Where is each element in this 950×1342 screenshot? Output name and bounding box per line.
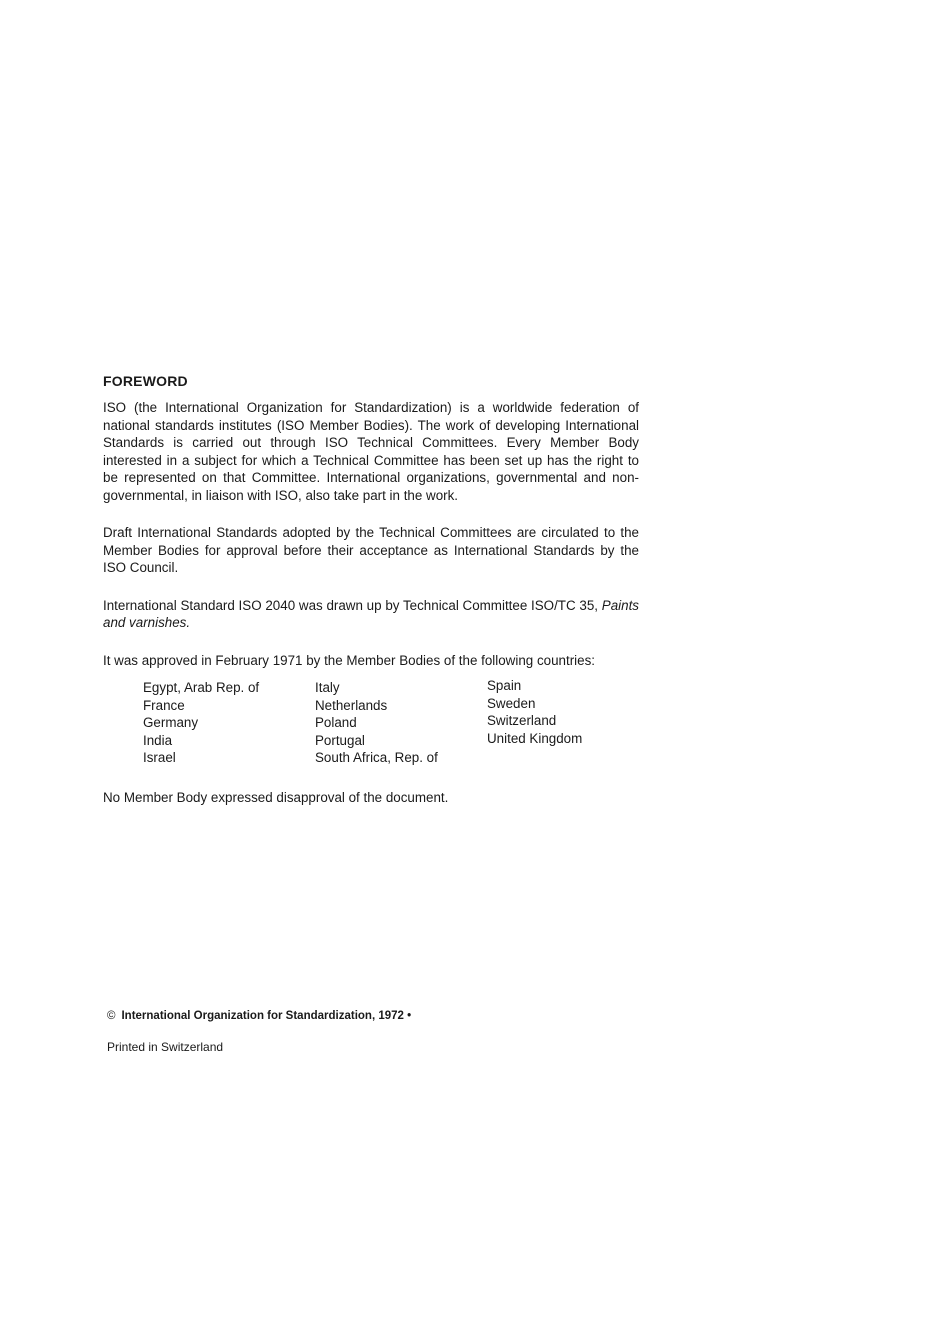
foreword-section xyxy=(103,373,639,827)
country-item: Germany xyxy=(143,715,199,731)
paragraph-draft-standards: Draft International Standards adopted by the Technical Committees are circulated to the Member Bodies for approval before their acceptance as International Standards by the ISO Council. xyxy=(103,525,639,575)
country-item: France xyxy=(143,697,185,713)
countries-list xyxy=(143,679,639,771)
foreword-heading: FOREWORD xyxy=(103,373,188,389)
country-item: Egypt, Arab Rep. of xyxy=(143,680,260,695)
copyright-text: International Organization for Standardization, 1972 xyxy=(121,1010,404,1022)
bullet-icon: • xyxy=(407,1010,412,1022)
paragraph-approval: It was approved in February 1971 by the Member Bodies of the following countries: xyxy=(103,652,596,668)
paragraph-technical-committee xyxy=(103,597,639,632)
country-item: India xyxy=(143,732,173,748)
country-item: Spain xyxy=(487,678,522,693)
country-item: Portugal xyxy=(315,732,365,748)
copyright-notice xyxy=(107,1010,411,1022)
country-item: South Africa, Rep. of xyxy=(315,750,438,766)
committee-text: International Standard ISO 2040 was drawn up by Technical Committee ISO/TC 35, xyxy=(103,597,602,613)
countries-column-3 xyxy=(487,677,582,747)
printed-in: Printed in Switzerland xyxy=(107,1040,224,1054)
paragraph-no-disapproval: No Member Body expressed disapproval of the document. xyxy=(103,790,449,805)
country-item: United Kingdom xyxy=(487,730,583,746)
countries-column-2 xyxy=(315,679,438,767)
paragraph-iso-description: ISO (the International Organization for Standardization) is a worldwide federation of national standards institutes (ISO Member Bodies). The work of developing International Standards is carried out through ISO Technical Committees. Every Member Body interested in a subject for which a Technical Committee has been set up has the right to be represented on that Committee. International organizations, governmental and non-governmental, in liaison with ISO, also take part in the work. xyxy=(103,400,639,503)
country-item: Sweden xyxy=(487,695,536,711)
country-item: Netherlands xyxy=(315,697,388,713)
copyright-icon: © xyxy=(107,1010,116,1022)
country-item: Poland xyxy=(315,715,357,731)
country-item: Switzerland xyxy=(487,713,557,729)
page-footer xyxy=(107,1010,411,1054)
country-item: Israel xyxy=(143,750,176,766)
country-item: Italy xyxy=(315,680,340,695)
committee-title: Paints and varnishes. xyxy=(103,597,639,630)
countries-column-1 xyxy=(143,679,259,767)
